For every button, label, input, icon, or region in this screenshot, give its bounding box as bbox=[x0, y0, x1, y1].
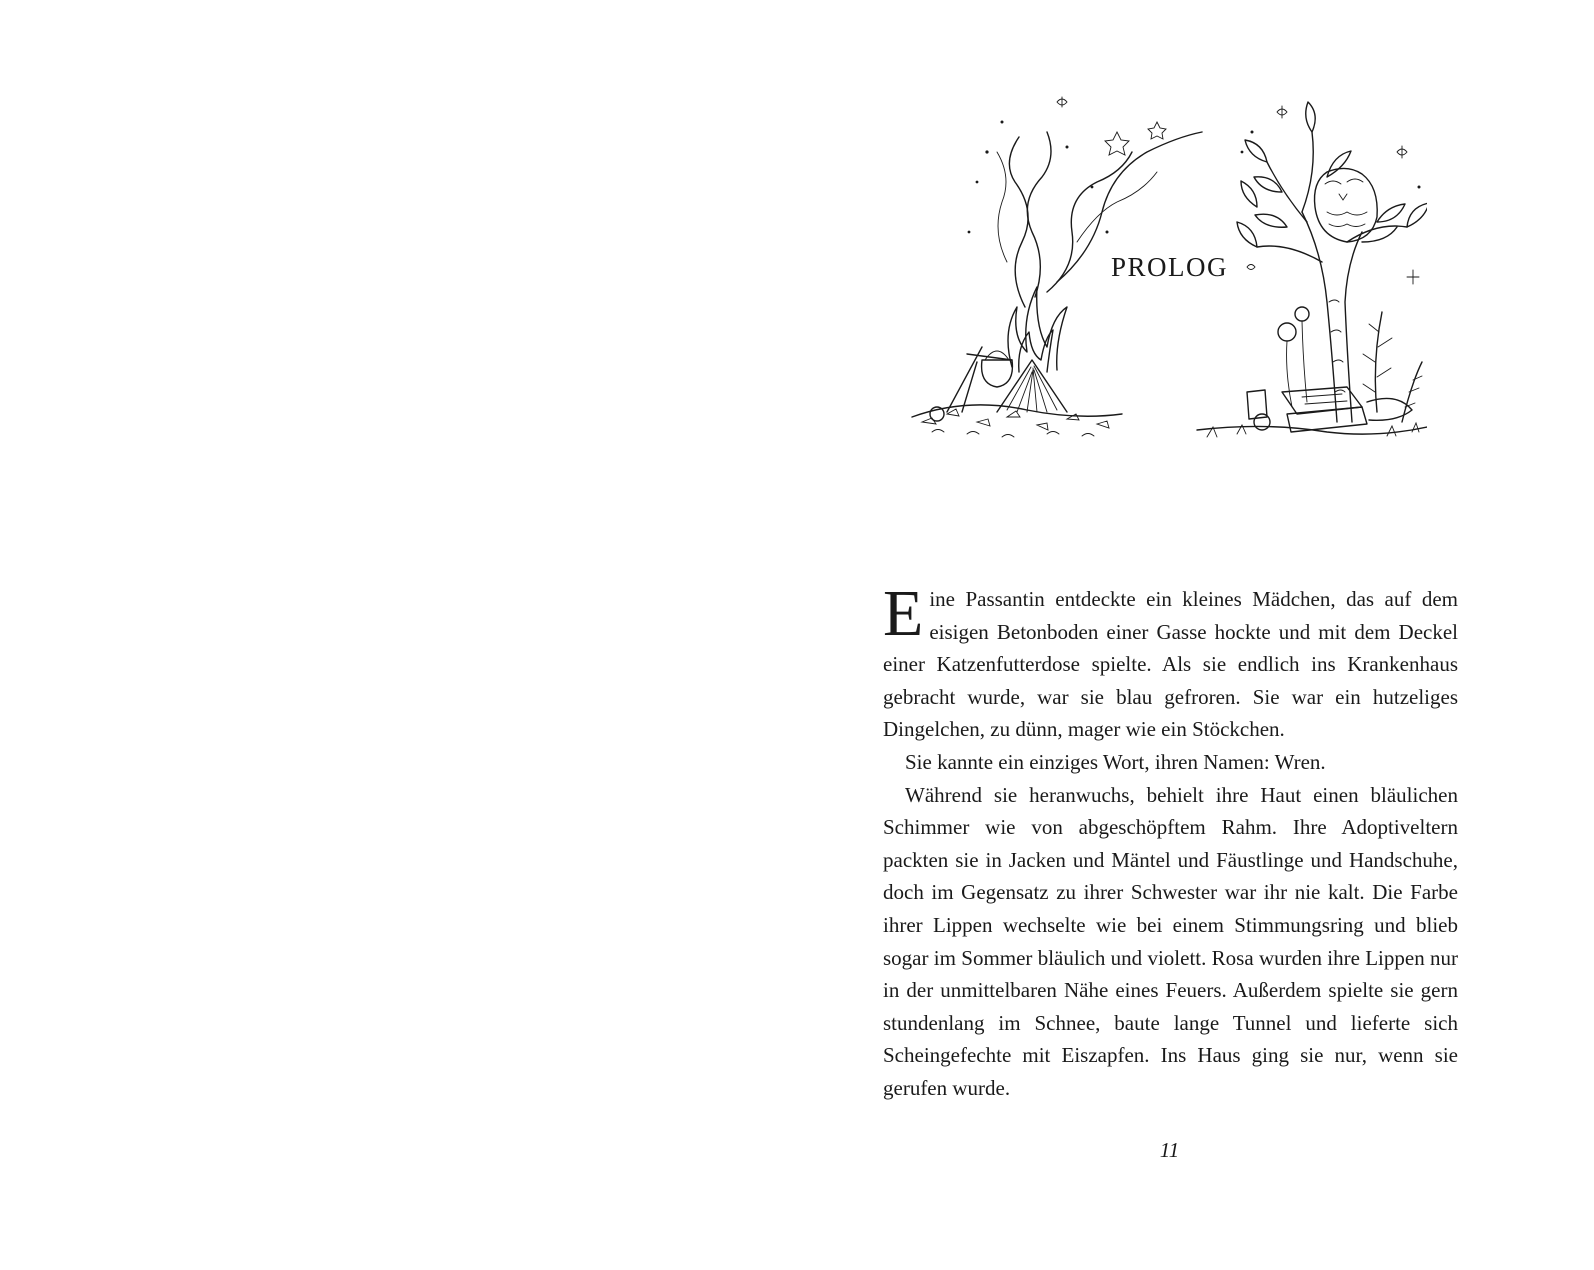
page-number: 11 bbox=[1159, 1138, 1180, 1162]
drop-cap: E bbox=[883, 577, 924, 650]
chapter-body-text bbox=[883, 577, 1458, 1105]
paragraph-3: Während sie heranwuchs, behielt ihre Haut einen bläulichen Schimmer wie von abgeschöpftem Rahm. Ihre Adoptiveltern packten sie in Jacken und Mäntel und Fäustlinge und Handschuhe, doch im Gegensatz zu ihrer Schwester war ihr nie kalt. Die Farbe ihrer Lippen wechselte wie bei einem Stimmungsring und blieb sogar im Sommer bläulich und violett. Rosa wurden ihre Lippen nur in der unmittelbaren Nähe eines Feuers. Außerdem spielte sie gern stundenlang im Schnee, baute lange Tunnel und lieferte sich Scheingefechte mit Eiszapfen. Ins Haus ging sie nur, wenn sie gerufen wurde. bbox=[883, 782, 1458, 1100]
first-paragraph-text: ine Passantin entdeckte ein kleines Mädchen, das auf dem eisigen Betonboden einer Gasse hockte und mit dem Deckel einer Katzenfutterdose spielte. Als sie endlich ins Krankenhaus gebracht wurde, war sie blau gefroren. Sie war ein hutzeliges Dingelchen, zu dünn, mager wie ein Stöckchen. bbox=[883, 587, 1458, 742]
chapter-title: PROLOG bbox=[1110, 252, 1228, 282]
first-paragraph bbox=[883, 577, 1458, 746]
right-page bbox=[797, 0, 1594, 1270]
paragraph-2: Sie kannte ein einziges Wort, ihren Namen: Wren. bbox=[905, 749, 1326, 774]
